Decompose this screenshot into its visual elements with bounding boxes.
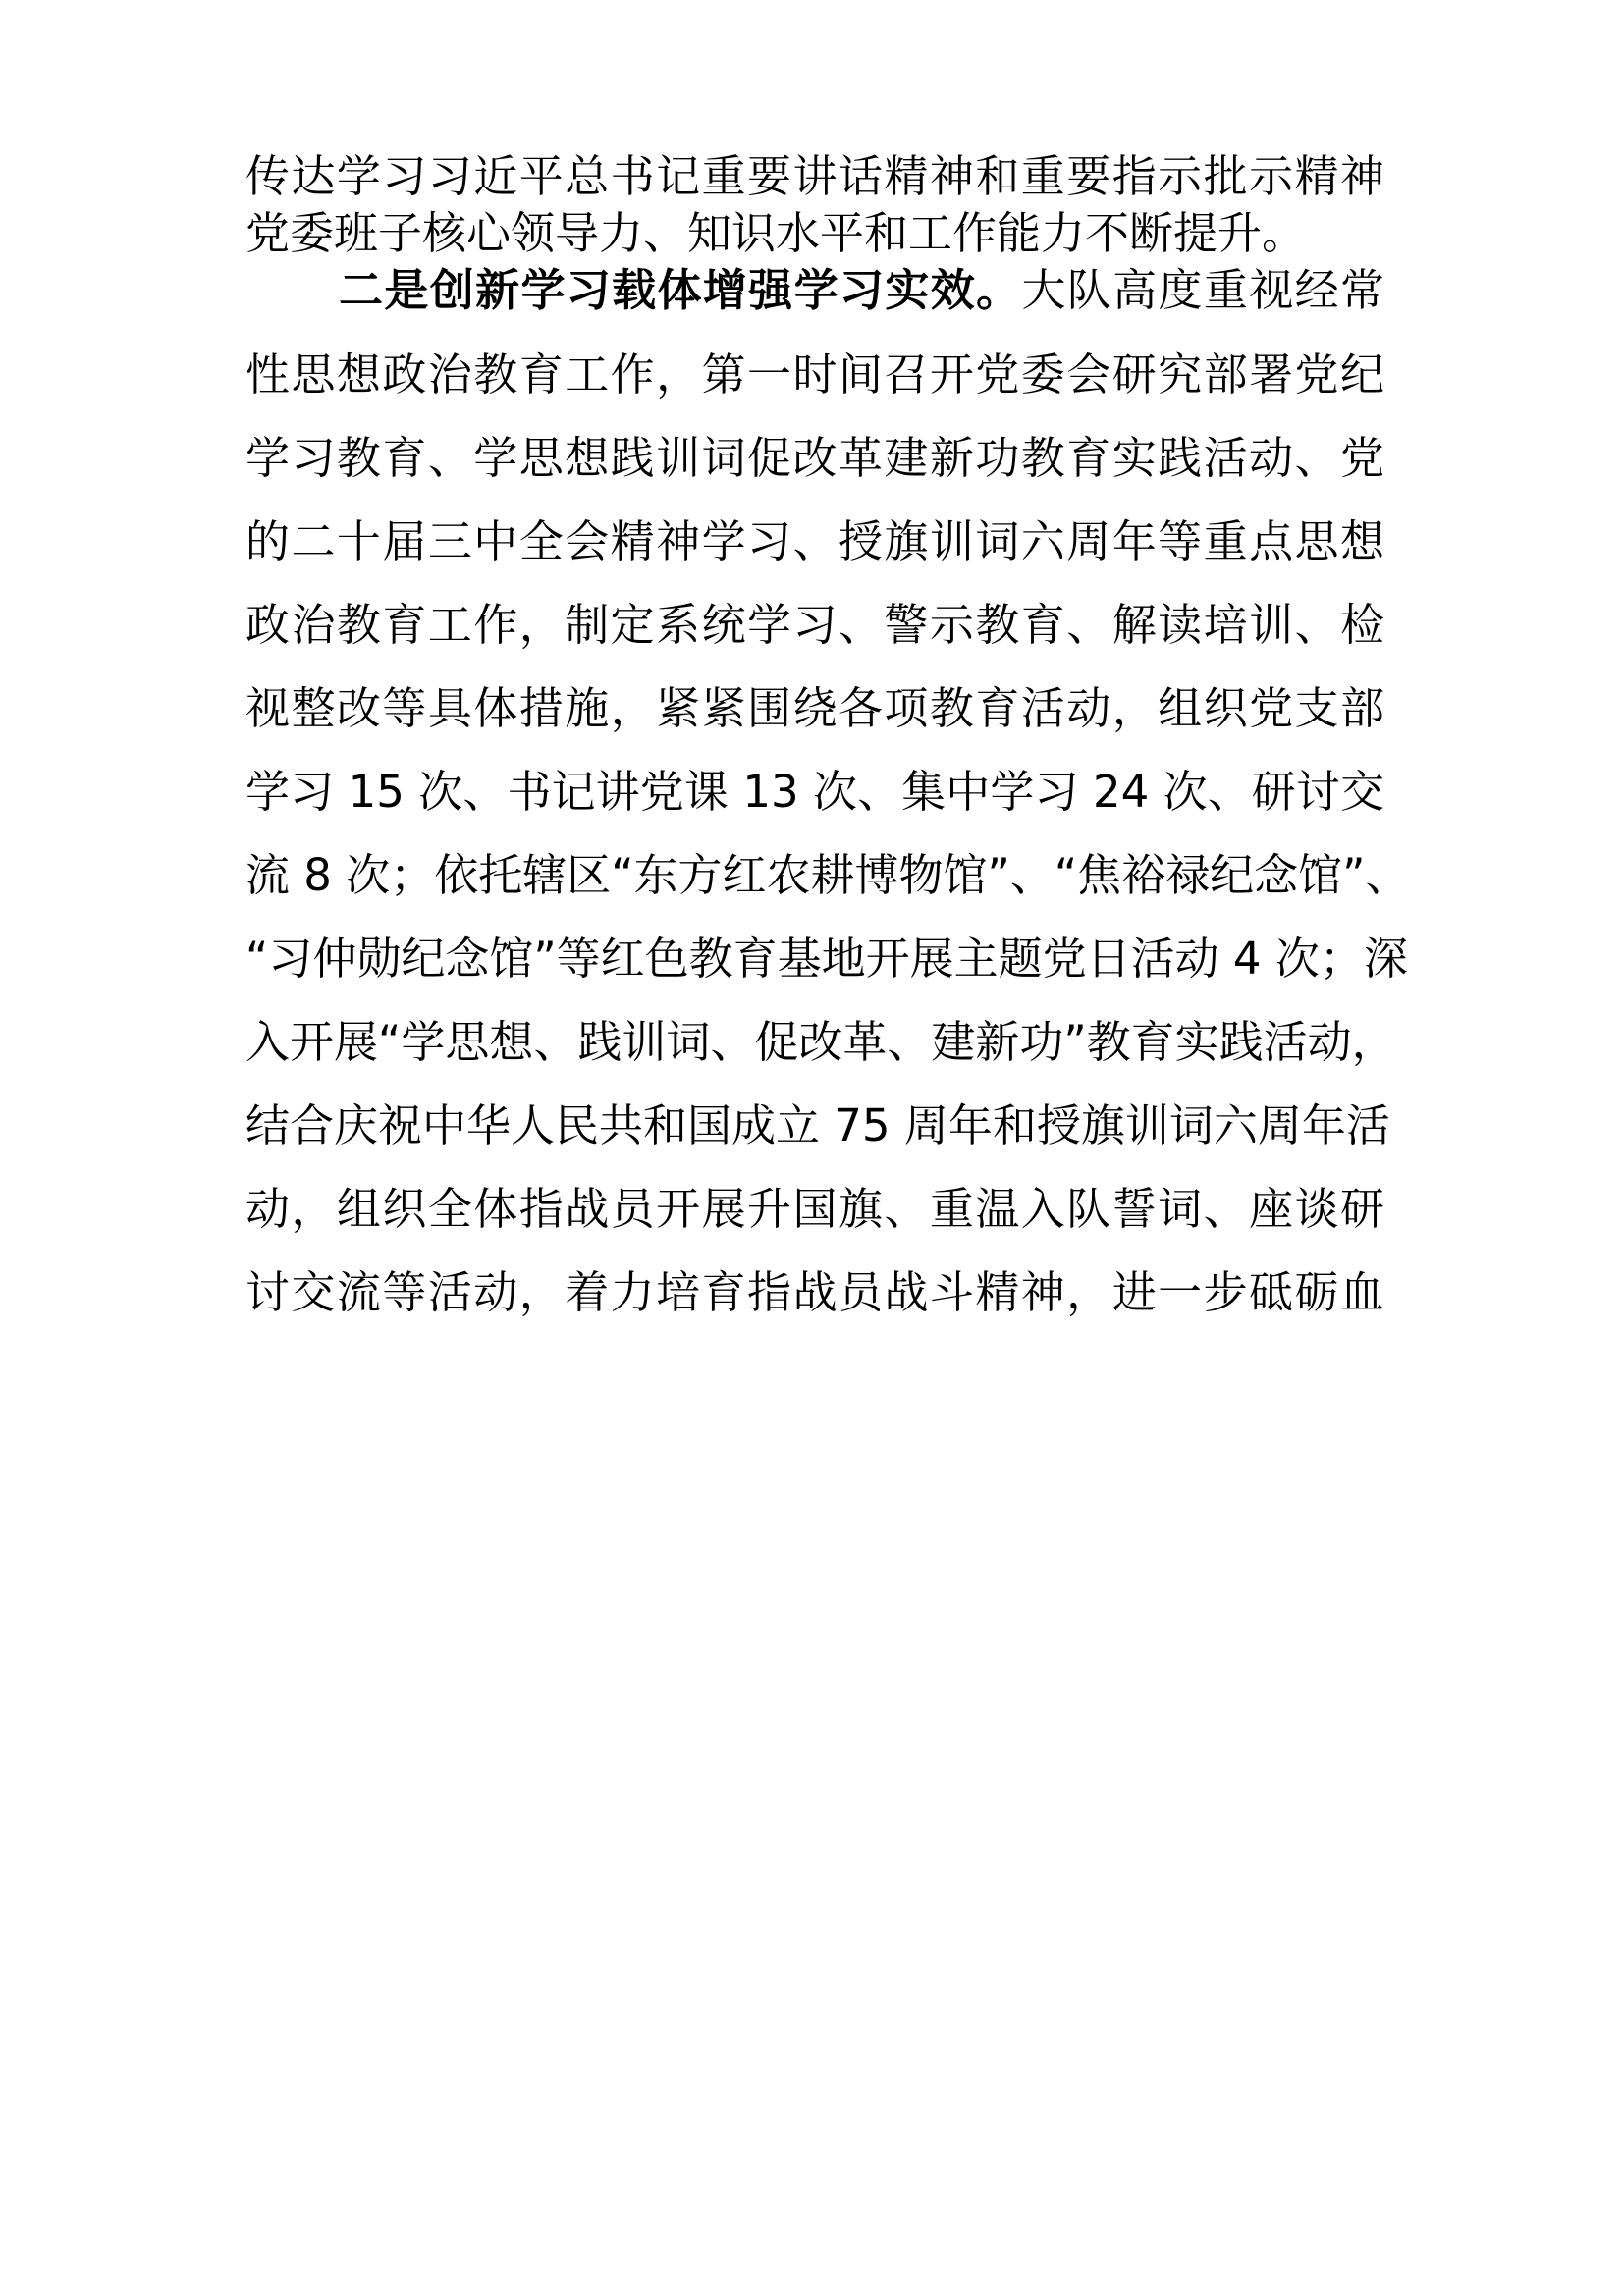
section-heading-rest: 大队高度重视经常 [1021, 264, 1384, 316]
section-heading-line [339, 261, 1384, 320]
paragraph-line-10: “习仲勋纪念馆”等红色教育基地开展主题党日活动 4 次；深 [245, 933, 1408, 985]
paragraph-line-11: 入开展“学思想、践训词、促改革、建新功”教育实践活动， [245, 1016, 1396, 1068]
paragraph-line-12: 结合庆祝中华人民共和国成立 75 周年和授旗训词六周年活 [245, 1099, 1390, 1151]
paragraph-line-1: 传达学习习近平总书记重要讲话精神和重要指示批示精神 [245, 150, 1384, 202]
paragraph-line-5: 的二十届三中全会精神学习、授旗训词六周年等重点思想 [245, 515, 1384, 567]
paragraph-line-8: 学习 15 次、书记讲党课 13 次、集中学习 24 次、研讨交 [245, 766, 1384, 818]
paragraph-line-14: 讨交流等活动，着力培育指战员战斗精神，进一步砥砺血 [245, 1266, 1384, 1318]
paragraph-line-4: 学习教育、学思想践训词促改革建新功教育实践活动、党 [245, 432, 1384, 484]
paragraph-line-6: 政治教育工作，制定系统学习、警示教育、解读培训、检 [245, 599, 1384, 651]
paragraph-line-3: 性思想政治教育工作，第一时间召开党委会研究部署党纪 [245, 348, 1384, 400]
paragraph-line-2: 党委班子核心领导力、知识水平和工作能力不断提升。 [245, 207, 1307, 259]
section-heading-bold: 二是创新学习载体增强学习实效。 [339, 264, 1022, 316]
paragraph-line-13: 动，组织全体指战员开展升国旗、重温入队誓词、座谈研 [245, 1183, 1384, 1235]
paragraph-line-7: 视整改等具体措施，紧紧围绕各项教育活动，组织党支部 [245, 682, 1384, 734]
paragraph-line-9: 流 8 次；依托辖区“东方红农耕博物馆”、“焦裕禄纪念馆”、 [245, 849, 1410, 901]
